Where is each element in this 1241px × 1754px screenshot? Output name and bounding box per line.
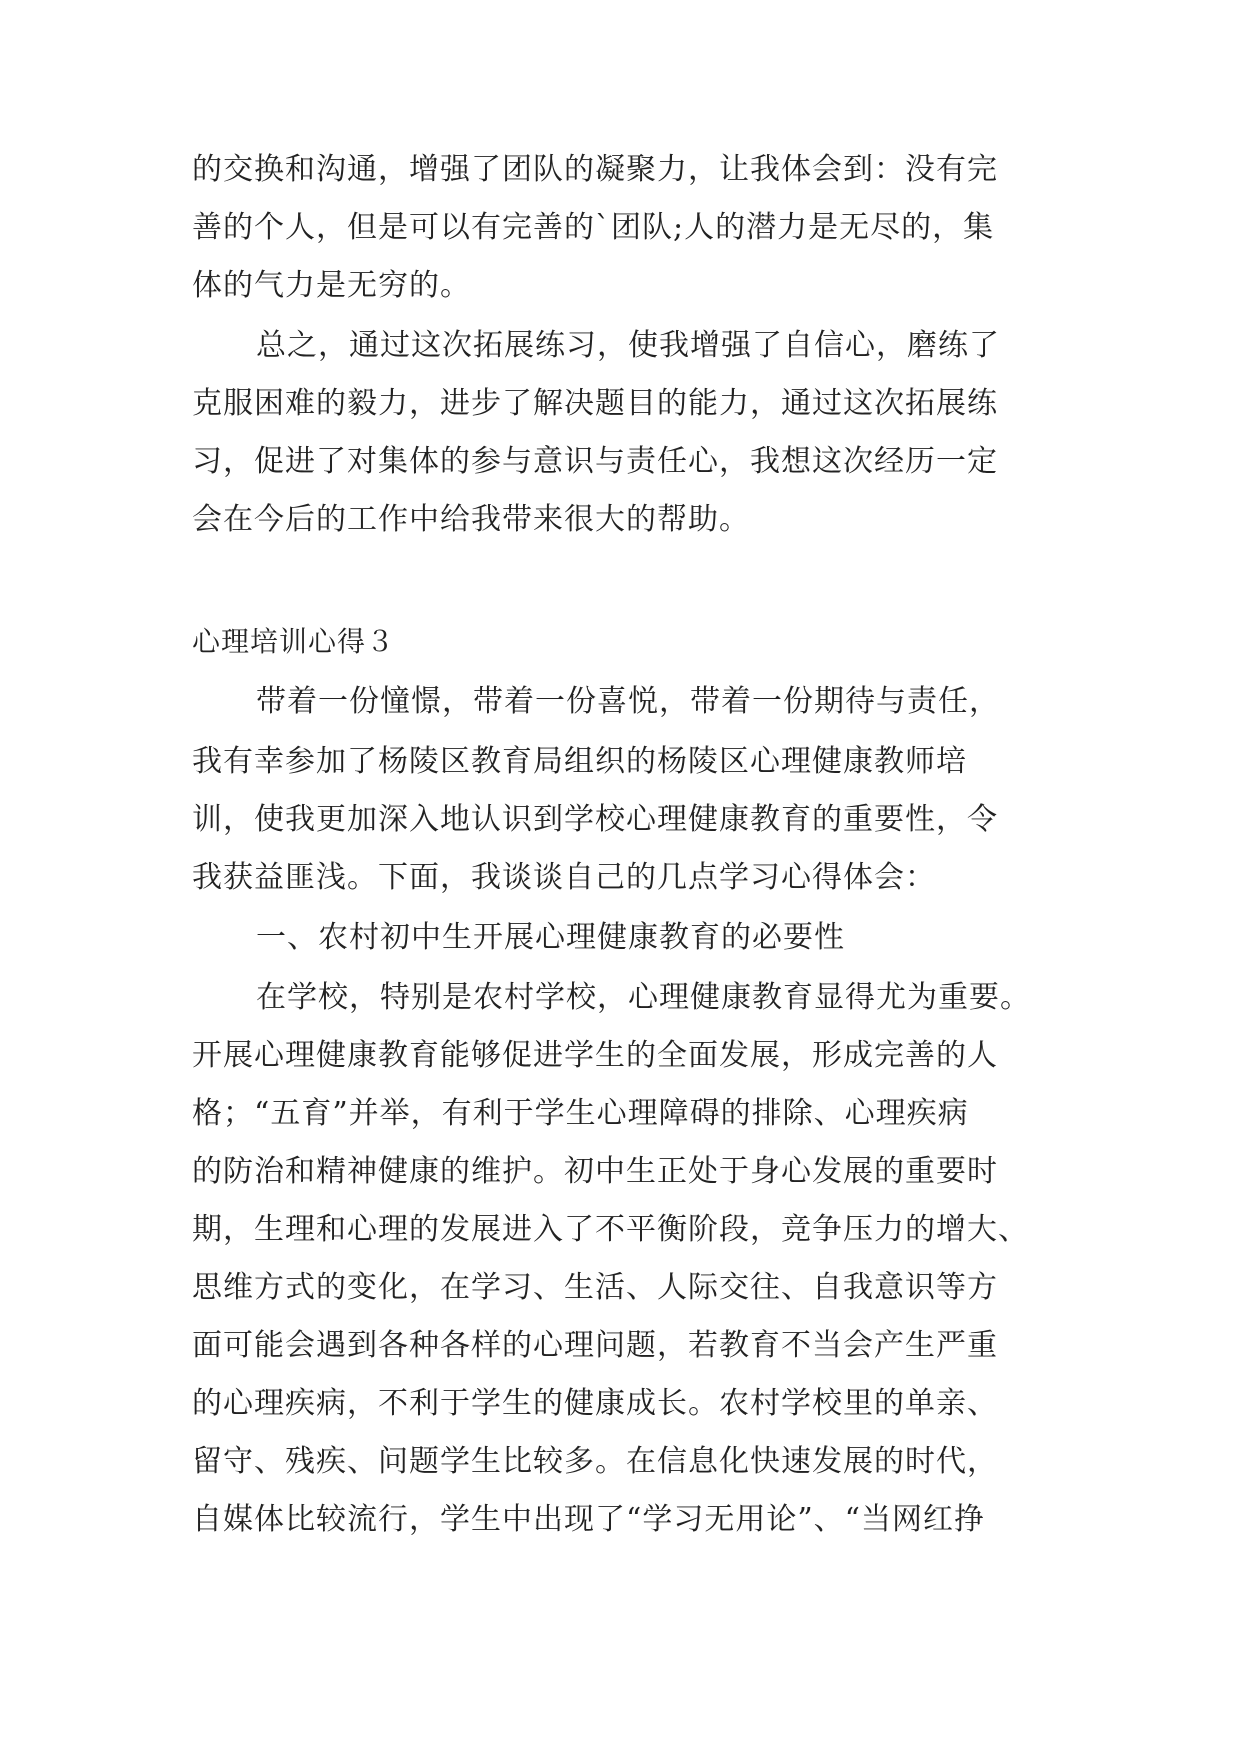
paragraph-line: 格；“五育”并举，有利于学生心理障碍的排除、心理疾病 [192,1096,969,1131]
subheading: 一、农村初中生开展心理健康教育的必要性 [256,920,845,955]
paragraph-line: 我有幸参加了杨陵区教育局组织的杨陵区心理健康教师培 [192,744,967,779]
paragraph-line: 带着一份憧憬，带着一份喜悦，带着一份期待与责任， [256,684,1000,719]
paragraph-line: 的心理疾病，不利于学生的健康成长。农村学校里的单亲、 [192,1386,998,1421]
paragraph-line: 思维方式的变化，在学习、生活、人际交往、自我意识等方 [192,1270,998,1305]
paragraph-line: 面可能会遇到各种各样的心理问题，若教育不当会产生严重 [192,1328,998,1363]
paragraph-line: 体的气力是无穷的。 [192,268,471,303]
paragraph-line: 克服困难的毅力，进步了解决题目的能力，通过这次拓展练 [192,386,998,421]
paragraph-line: 习，促进了对集体的参与意识与责任心，我想这次经历一定 [192,444,998,479]
paragraph-line: 在学校，特别是农村学校，心理健康教育显得尤为重要。 [256,980,1031,1015]
paragraph-line: 的交换和沟通，增强了团队的凝聚力，让我体会到：没有完 [192,152,998,187]
paragraph-line: 的防治和精神健康的维护。初中生正处于身心发展的重要时 [192,1154,998,1189]
paragraph-line: 我获益匪浅。下面，我谈谈自己的几点学习心得体会： [192,860,936,895]
paragraph-line: 会在今后的工作中给我带来很大的帮助。 [192,502,750,537]
paragraph-line: 自媒体比较流行，学生中出现了“学习无用论”、“当网红挣 [192,1502,986,1537]
paragraph-line: 期，生理和心理的发展进入了不平衡阶段，竞争压力的增大、 [192,1212,1029,1247]
paragraph-line: 训，使我更加深入地认识到学校心理健康教育的重要性，令 [192,802,998,837]
section-title: 心理培训心得３ [192,625,396,658]
paragraph-line: 总之，通过这次拓展练习，使我增强了自信心，磨练了 [256,328,1000,363]
paragraph-line: 留守、残疾、问题学生比较多。在信息化快速发展的时代， [192,1444,998,1479]
paragraph-line: 善的个人，但是可以有完善的`团队;人的潜力是无尽的，集 [192,210,995,245]
paragraph-line: 开展心理健康教育能够促进学生的全面发展，形成完善的人 [192,1038,998,1073]
